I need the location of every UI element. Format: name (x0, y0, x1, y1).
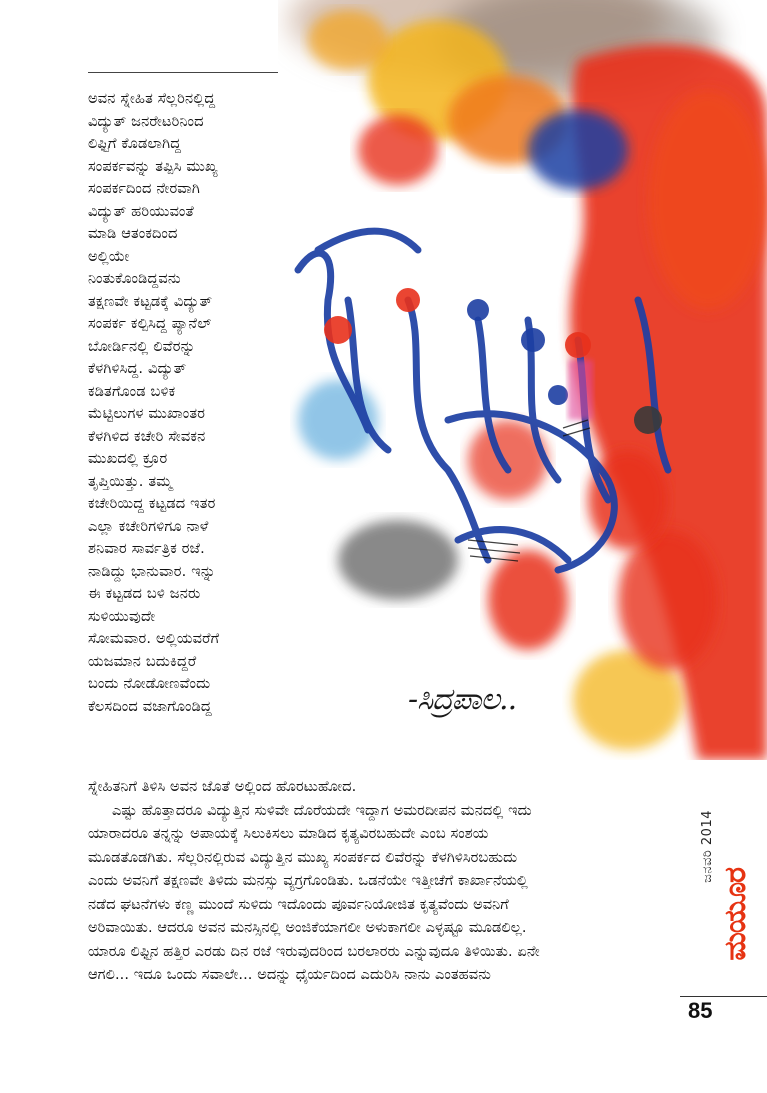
text-line: ಸೋಮವಾರ. ಅಲ್ಲಿಯವರೆಗೆ (88, 631, 220, 647)
text-line: ಸ್ನೇಹಿತನಿಗೆ ತಿಳಿಸಿ ಅವನ ಜೊತೆ ಅಲ್ಲಿಂದ ಹೊರಟುಹೋದ. (88, 779, 357, 795)
text-line: ನಾಡಿದ್ದು ಭಾನುವಾರ. ಇನ್ನು (88, 563, 216, 580)
text-line: ಮೂಡತೊಡಗಿತು. ಸೆಲ್ಲರಿನಲ್ಲಿರುವ ವಿದ್ಯುತ್ತಿನ ಮುಖ್ಯ ಸಂಪರ್ಕದ ಲಿವೆರನ್ನು ಕೆಳಗಿಳಿಸಿರಬಹುದು (88, 849, 518, 866)
text-line: ಲಿಫ್ಟಿಗೆ ಕೊಡಲಾಗಿದ್ದ (88, 136, 182, 152)
watercolor-illustration (278, 0, 767, 760)
text-line: ಅವನ ಸ್ನೇಹಿತ ಸೆಲ್ಲರಿನಲ್ಲಿದ್ದ (88, 91, 216, 107)
text-line: ಕೆಳಗಿಳಿಸಿದ್ದ. ವಿದ್ಯುತ್ (88, 361, 187, 377)
artist-signature: -ಸಿದ್ರಪಾಲ.. (408, 682, 517, 717)
text-line: ತಕ್ಷಣವೇ ಕಟ್ಟಡಕ್ಕೆ ವಿದ್ಯುತ್ (88, 293, 213, 310)
text-line: ಈ ಕಟ್ಟಡದ ಬಳಿ ಜನರು (88, 586, 201, 602)
text-line: ನಿಂತುಕೊಂಡಿದ್ದವನು (88, 271, 181, 287)
text-line: ಸಂಪರ್ಕ ಕಲ್ಪಿಸಿದ್ದ ಪ್ಯಾನೆಲ್ (88, 316, 212, 332)
text-line: ಯಜಮಾನ ಬದುಕಿದ್ದರೆ (88, 653, 197, 670)
full-width-text (88, 776, 688, 988)
text-line: ನಡೆದ ಘಟನೆಗಳು ಕಣ್ಣ ಮುಂದೆ ಸುಳಿದು ಇದೊಂದು ಪೂರ್ವನಿಯೋಜಿತ ಕೃತ್ಯವೆಂದು ಅವನಿಗೆ (88, 896, 509, 913)
text-line: ಆಗಲಿ... ಇದೂ ಒಂದು ಸವಾಲೇ... ಅದನ್ನು ಧೈರ್ಯದಿಂದ ಎದುರಿಸಿ ನಾನು ಎಂತಹವನು (88, 967, 491, 983)
column-top-rule (88, 72, 278, 73)
illustration-graphic (278, 0, 767, 760)
text-line: ಬಂದು ನೋಡೋಣವೆಂದು (88, 676, 211, 692)
text-line: ಮೆಟ್ಟಿಲುಗಳ ಮುಖಾಂತರ (88, 406, 206, 422)
text-line: ಬೋರ್ಡಿನಲ್ಲಿ ಲಿವೆರನ್ನು (88, 338, 196, 355)
text-line: ಕೆಲಸದಿಂದ ವಜಾಗೊಂಡಿದ್ದ (88, 698, 212, 715)
text-line: ಕಚೇರಿಯಿದ್ದ ಕಟ್ಟಡದ ಇತರ (88, 496, 216, 512)
footer-rule (680, 996, 767, 997)
text-line: ಯಾರಾದರೂ ತನ್ನನ್ನು ಅಪಾಯಕ್ಕೆ ಸಿಲುಕಿಸಲು ಮಾಡಿದ ಕೃತ್ಯವಿರಬಹುದೇ ಎಂಬ ಸಂಶಯ (88, 826, 489, 842)
text-line: ಕಡಿತಗೊಂಡ ಬಳಿಕ (88, 383, 176, 400)
text-line: ತೃಪ್ತಿಯಿತ್ತು. ತಮ್ಮ (88, 473, 173, 490)
text-line: ಶನಿವಾರ ಸಾರ್ವತ್ರಿಕ ರಜೆ. (88, 541, 205, 557)
text-line: ಎಂದು ಅವನಿಗೆ ತಕ್ಷಣವೇ ತಿಳಿದು ಮನಸ್ಸು ವ್ಯಗ್ರಗೊಂಡಿತು. ಒಡನೆಯೇ ಇತ್ತೀಚೆಗೆ ಕಾರ್ಖಾನೆಯಲ್ಲಿ (88, 873, 528, 889)
text-line: ಸುಳಿಯುವುದೇ (88, 608, 156, 625)
text-line: ವಿದ್ಯುತ್ ಹರಿಯುವಂತೆ (88, 203, 194, 220)
text-line: ಅರಿವಾಯಿತು. ಆದರೂ ಅವನ ಮನಸ್ಸಿನಲ್ಲಿ ಅಂಜಿಕೆಯಾಗಲೀ ಅಳುಕಾಗಲೀ ಎಳ್ಳಷ್ಟೂ ಮೂಡಲಿಲ್ಲ. (88, 920, 527, 936)
text-line: ಅಲ್ಲಿಯೇ (88, 248, 130, 265)
text-line: ಎಷ್ಟು ಹೊತ್ತಾದರೂ ವಿದ್ಯುತ್ತಿನ ಸುಳಿವೇ ದೊರೆಯದೇ ಇದ್ದಾಗ ಅಮರದೀಪನ ಮನದಲ್ಲಿ ಇದು (112, 802, 532, 819)
narrow-text-column (88, 88, 278, 718)
page-number: 85 (688, 998, 713, 1023)
text-line: ಸಂಪರ್ಕದಿಂದ ನೇರವಾಗಿ (88, 181, 201, 197)
text-line: ಎಲ್ಲಾ ಕಚೇರಿಗಳಿಗೂ ನಾಳೆ (88, 518, 209, 535)
text-line: ಯಾರೂ ಲಿಫ್ಟಿನ ಹತ್ತಿರ ಎರಡು ದಿನ ರಜೆ ಇರುವುದರಿಂದ ಬರಲಾರರು ಎನ್ನುವುದೂ ತಿಳಿಯಿತು. ಏನೇ (88, 943, 540, 960)
magazine-logo: ಮಯೂರ (718, 868, 753, 961)
text-line: ಸಂಪರ್ಕವನ್ನು ತಪ್ಪಿಸಿ ಮುಖ್ಯ (88, 158, 218, 175)
issue-date: ಜನವರಿ 2014 (700, 810, 715, 883)
text-line: ಮಾಡಿ ಆತಂಕದಿಂದ (88, 226, 178, 242)
text-line: ವಿದ್ಯುತ್ ಜನರೇಟರಿನಿಂದ (88, 113, 204, 130)
text-line: ಮುಖದಲ್ಲಿ ಕ್ರೂರ (88, 451, 168, 467)
text-line: ಕೆಳಗಿಳಿದ ಕಚೇರಿ ಸೇವಕನ (88, 428, 206, 445)
